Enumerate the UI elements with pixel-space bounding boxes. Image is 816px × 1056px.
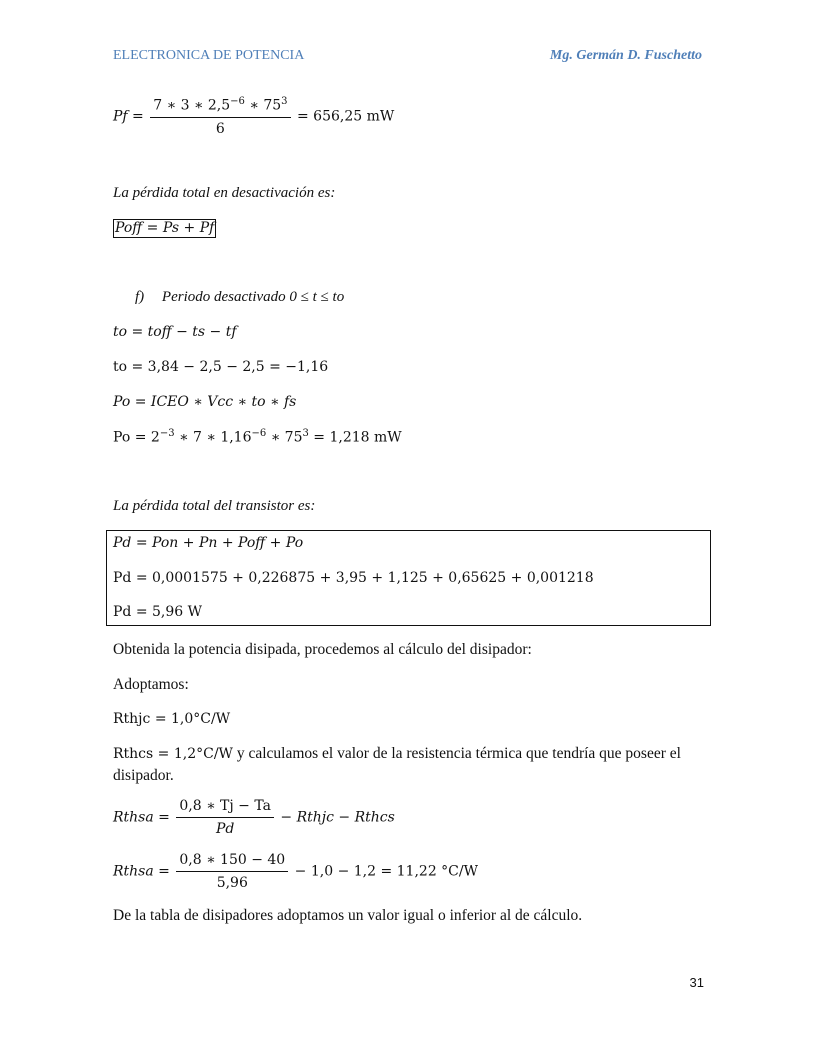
equation-pd-sum: Pd = 0,0001575 + 0,226875 + 3,95 + 1,125 + 0,65625 + 0,001218 [113,570,594,586]
equation-pf-numerator: 7 ∗ 3 ∗ $2,5^{-6}$ ∗ $75^3$ [150,96,290,118]
equation-pf-denominator: 6 [215,120,225,137]
equation-pf-rhs: = 656,25 mW [296,108,395,125]
equation-rthsa-result-fraction: $\frac{0,8 ∗ 150 - 40}{5,96}$ [176,852,288,891]
list-item-f-label: f) [135,289,145,305]
text-perdida-desactivacion: La pérdida total en desactivación es: [113,185,336,201]
header-author: Mg. Germán D. Fuschetto [549,48,702,63]
equation-pf-lhs: Pf = [113,108,144,125]
equation-pf [113,96,394,137]
text-rthcs-line [113,745,681,763]
equation-rthsa-formula: Rthsa = $\frac{0,8 ∗ Tj - Ta}{Pd}$ − Rthjc − Rthcs [113,798,395,837]
equation-rthsa-result: Rthsa = $\frac{0,8 ∗ 150 - 40}{5,96}$ − 1,0 − 1,2 = 11,22 °C/W [113,852,478,891]
page-number: 31 [689,975,704,990]
list-item-f [135,289,344,306]
header-title: ELECTRONICA DE POTENCIA [113,48,305,63]
text-obtenida: Obtenida la potencia disipada, procedemos al cálculo del disipador: [113,641,532,658]
equation-rthsa-formula-fraction: $\frac{0,8 ∗ Tj - Ta}{Pd}$ [176,798,274,837]
equation-to-value: to = 3,84 − 2,5 − 2,5 = −1,16 [113,359,329,375]
equation-to-definition: to = toff − ts − tf [113,324,237,340]
text-adoptamos: Adoptamos: [113,676,189,693]
equation-pd-definition: Pd = Pon + Pn + Poff + Po [113,535,304,551]
text-perdida-transistor: La pérdida total del transistor es: [113,498,316,514]
text-tabla-disipadores: De la tabla de disipadores adoptamos un valor igual o inferior al de cálculo. [113,907,583,924]
list-item-f-text: Periodo desactivado 0 ≤ t ≤ to [161,289,345,305]
equation-po-value: $Po = 2^{-3}$ ∗ 7 ∗ $1,16^{-6}$ ∗ $75^3 = 1,218$ mW [113,428,402,446]
equation-rthcs: Rthcs = 1,2°C/W [113,746,233,762]
equation-rthjc: Rthjc = 1,0°C/W [113,711,231,727]
equation-po-definition: Po = ICEO ∗ Vcc ∗ to ∗ fs [113,394,297,410]
equation-poff-boxed: Poff = Ps + Pf [115,220,215,236]
text-rthcs-tail: y calculamos el valor de la resistencia térmica que tendría que poseer el [232,745,681,762]
equation-pd-result: Pd = 5,96 W [113,604,203,620]
equation-pf-fraction [150,96,290,137]
text-disipador: disipador. [113,767,174,784]
